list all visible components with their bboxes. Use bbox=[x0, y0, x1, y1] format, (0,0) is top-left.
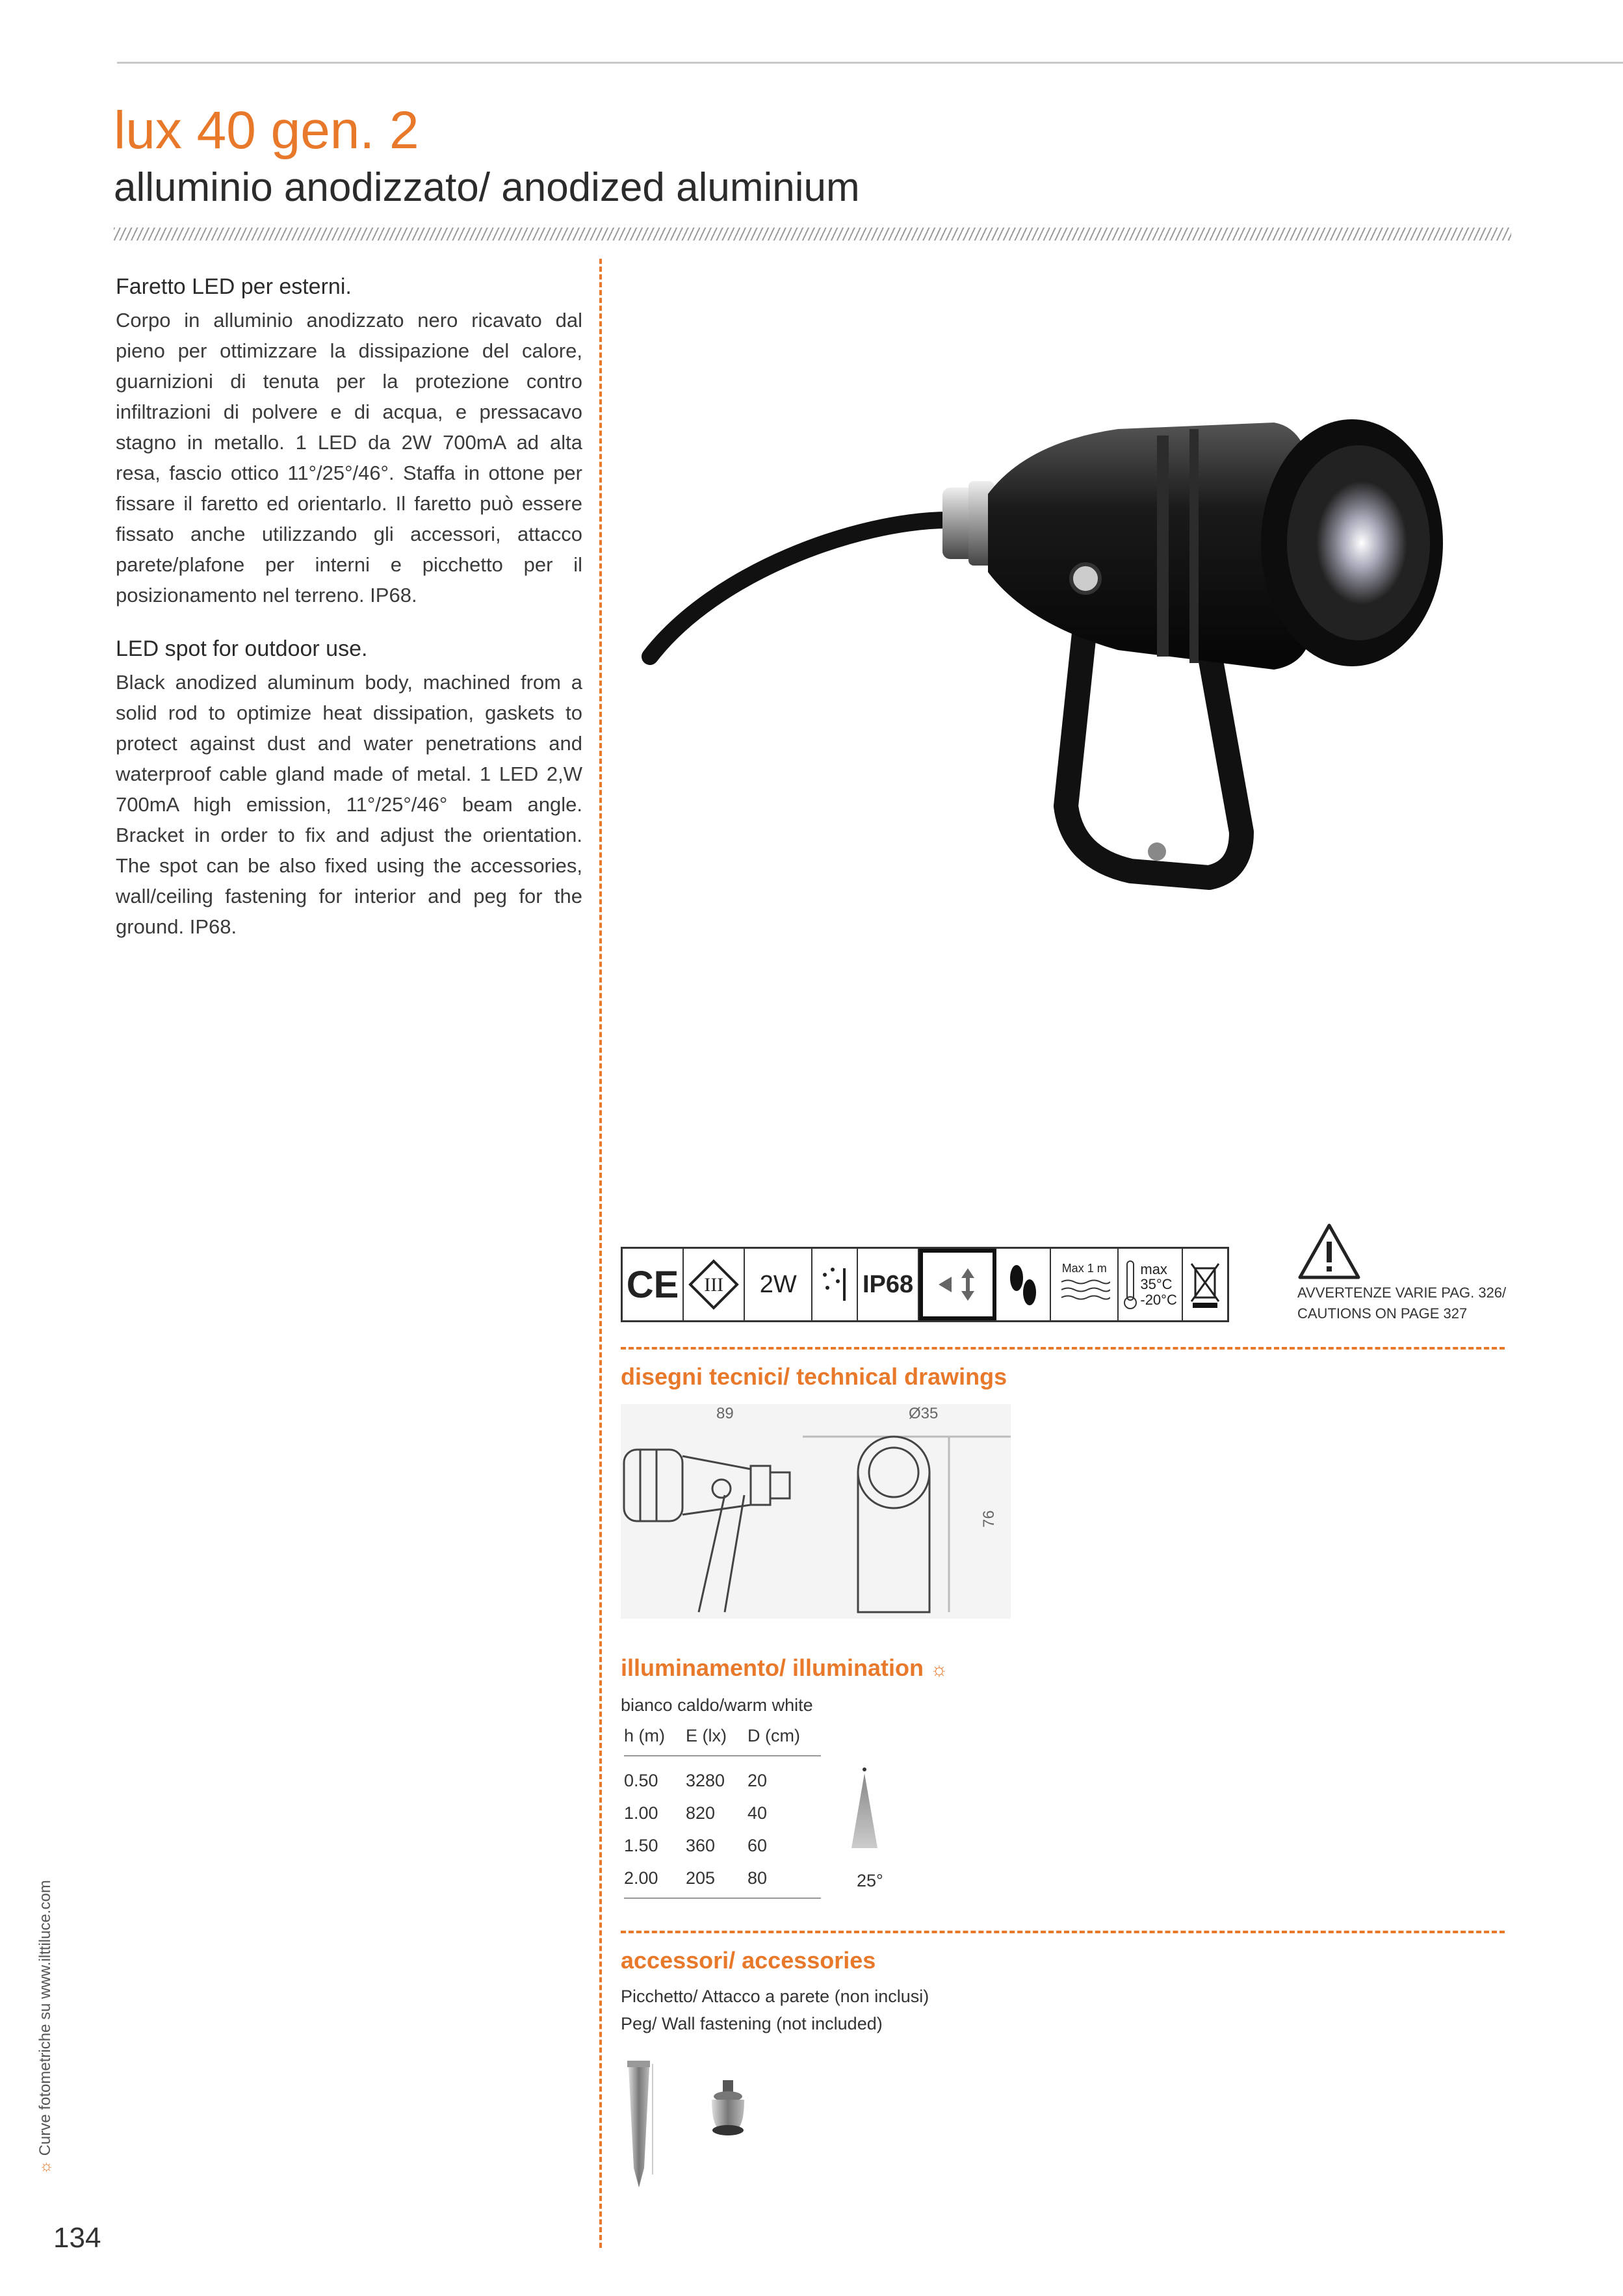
sun-icon: ☼ bbox=[930, 1659, 948, 1680]
light-color: bianco caldo/warm white bbox=[621, 1695, 813, 1715]
dimension-height: 76 bbox=[980, 1510, 998, 1528]
header-diameter: D (cm) bbox=[747, 1726, 821, 1756]
temp-max-label: max bbox=[1140, 1261, 1167, 1278]
table-row bbox=[624, 1828, 821, 1860]
cell-diameter: 80 bbox=[747, 1860, 821, 1898]
description-it-heading: Faretto LED per esterni. bbox=[116, 274, 352, 299]
dust-water-icon bbox=[812, 1249, 858, 1320]
temperature-icon bbox=[1119, 1249, 1183, 1320]
beam-cone-icon bbox=[848, 1767, 881, 1851]
accessories-line2: Peg/ Wall fastening (not included) bbox=[621, 2014, 883, 2033]
class-iii-icon bbox=[684, 1249, 745, 1320]
column-divider bbox=[599, 259, 602, 2248]
weee-bin-icon bbox=[1183, 1249, 1227, 1320]
table-row bbox=[624, 1795, 821, 1828]
section-divider-drawings bbox=[621, 1347, 1505, 1350]
description-column bbox=[116, 274, 582, 968]
ce-mark-icon: CE bbox=[623, 1249, 684, 1320]
dimension-length: 89 bbox=[716, 1405, 734, 1422]
illumination-title-text: illuminamento/ illumination bbox=[621, 1654, 924, 1681]
illumination-table bbox=[624, 1726, 821, 1899]
technical-drawing bbox=[621, 1424, 1011, 1619]
description-en-body: Black anodized aluminum body, machined from a solid rod to optimize heat dissipation, gaskets to protect against dust and water penetrations and waterproof cable gland made of metal. 1 LED 2,W 700mA high emission, 11°/25°/46° beam angle. Bracket in order to fix and adjust the orientation. The spot can be also fixed using the accessories, wall/ceiling fastening for interior and peg for the ground. IP68. bbox=[116, 671, 582, 938]
description-it-body: Corpo in alluminio anodizzato nero ricavato dal pieno per ottimizzare la dissipazione del calore, guarnizioni di tenuta per la protezione contro infiltrazioni di polvere e di acqua, e pressacavo stagno in metallo. 1 LED da 2W 700mA ad alta resa, fascio ottico 11°/25°/46°. Staffa in ottone per fissare il faretto ed orientarlo. Il faretto può essere fissato anche utilizzando gli accessori, attacco parete/plafone per interni e picchetto per il posizionamento nel terreno. IP68. bbox=[116, 309, 582, 607]
submersion-depth-icon bbox=[1051, 1249, 1119, 1320]
illumination-title bbox=[621, 1656, 948, 1680]
description-en-heading: LED spot for outdoor use. bbox=[116, 636, 368, 661]
wall-fastening-accessory bbox=[712, 2080, 744, 2135]
ip-rating: IP68 bbox=[858, 1249, 919, 1320]
sun-icon: ☼ bbox=[36, 2160, 54, 2174]
cell-illuminance: 360 bbox=[686, 1836, 716, 1855]
photometric-note-text: Curve fotometriche su www.ilttiluce.com bbox=[36, 1880, 54, 2156]
power-rating: 2W bbox=[745, 1249, 812, 1320]
accessories-line1: Picchetto/ Attacco a parete (non inclusi) bbox=[621, 1987, 929, 2006]
certification-strip bbox=[621, 1247, 1229, 1322]
cautions-line2: CAUTIONS ON PAGE 327 bbox=[1297, 1305, 1468, 1322]
cell-diameter: 20 bbox=[747, 1771, 768, 1790]
warning-icon bbox=[1297, 1222, 1362, 1281]
cell-diameter: 60 bbox=[747, 1836, 768, 1855]
class-iii-label: III bbox=[704, 1274, 724, 1296]
peg-accessory bbox=[627, 2061, 653, 2187]
max-depth-label: Max 1 m bbox=[1061, 1261, 1107, 1275]
product-title: lux 40 gen. 2 bbox=[114, 101, 419, 160]
product-photo bbox=[624, 403, 1469, 923]
table-row bbox=[624, 1860, 821, 1898]
cell-height: 2.00 bbox=[624, 1860, 686, 1898]
table-header-row bbox=[624, 1726, 821, 1756]
cell-illuminance: 3280 bbox=[686, 1771, 725, 1790]
cell-diameter: 40 bbox=[747, 1803, 768, 1823]
temp-max: 35°C bbox=[1140, 1276, 1173, 1293]
cell-height: 1.50 bbox=[624, 1836, 658, 1855]
top-rule bbox=[117, 62, 1623, 64]
hatch-divider bbox=[114, 228, 1511, 241]
dimension-diameter: Ø35 bbox=[909, 1405, 939, 1422]
section-divider-accessories bbox=[621, 1931, 1505, 1933]
header-height: h (m) bbox=[624, 1726, 686, 1756]
drawings-title: disegni tecnici/ technical drawings bbox=[621, 1363, 1007, 1390]
page-number: 134 bbox=[53, 2222, 101, 2254]
cell-illuminance: 205 bbox=[686, 1860, 747, 1898]
product-subtitle: alluminio anodizzato/ anodized aluminium bbox=[114, 165, 860, 210]
header-illuminance: E (lx) bbox=[686, 1726, 747, 1756]
cell-height: 0.50 bbox=[624, 1771, 658, 1790]
cell-height: 1.00 bbox=[624, 1803, 658, 1823]
temp-min: -20°C bbox=[1140, 1291, 1177, 1308]
accessories-images bbox=[621, 2057, 777, 2187]
cautions-line1: AVVERTENZE VARIE PAG. 326/ bbox=[1297, 1285, 1507, 1301]
beam-angle: 25° bbox=[857, 1871, 883, 1890]
adjustable-icon bbox=[919, 1249, 996, 1320]
cell-illuminance: 820 bbox=[686, 1803, 716, 1823]
walk-over-icon bbox=[996, 1249, 1051, 1320]
photometric-note bbox=[36, 1880, 55, 2174]
table-row bbox=[624, 1756, 821, 1795]
accessories-title: accessori/ accessories bbox=[621, 1947, 876, 1974]
